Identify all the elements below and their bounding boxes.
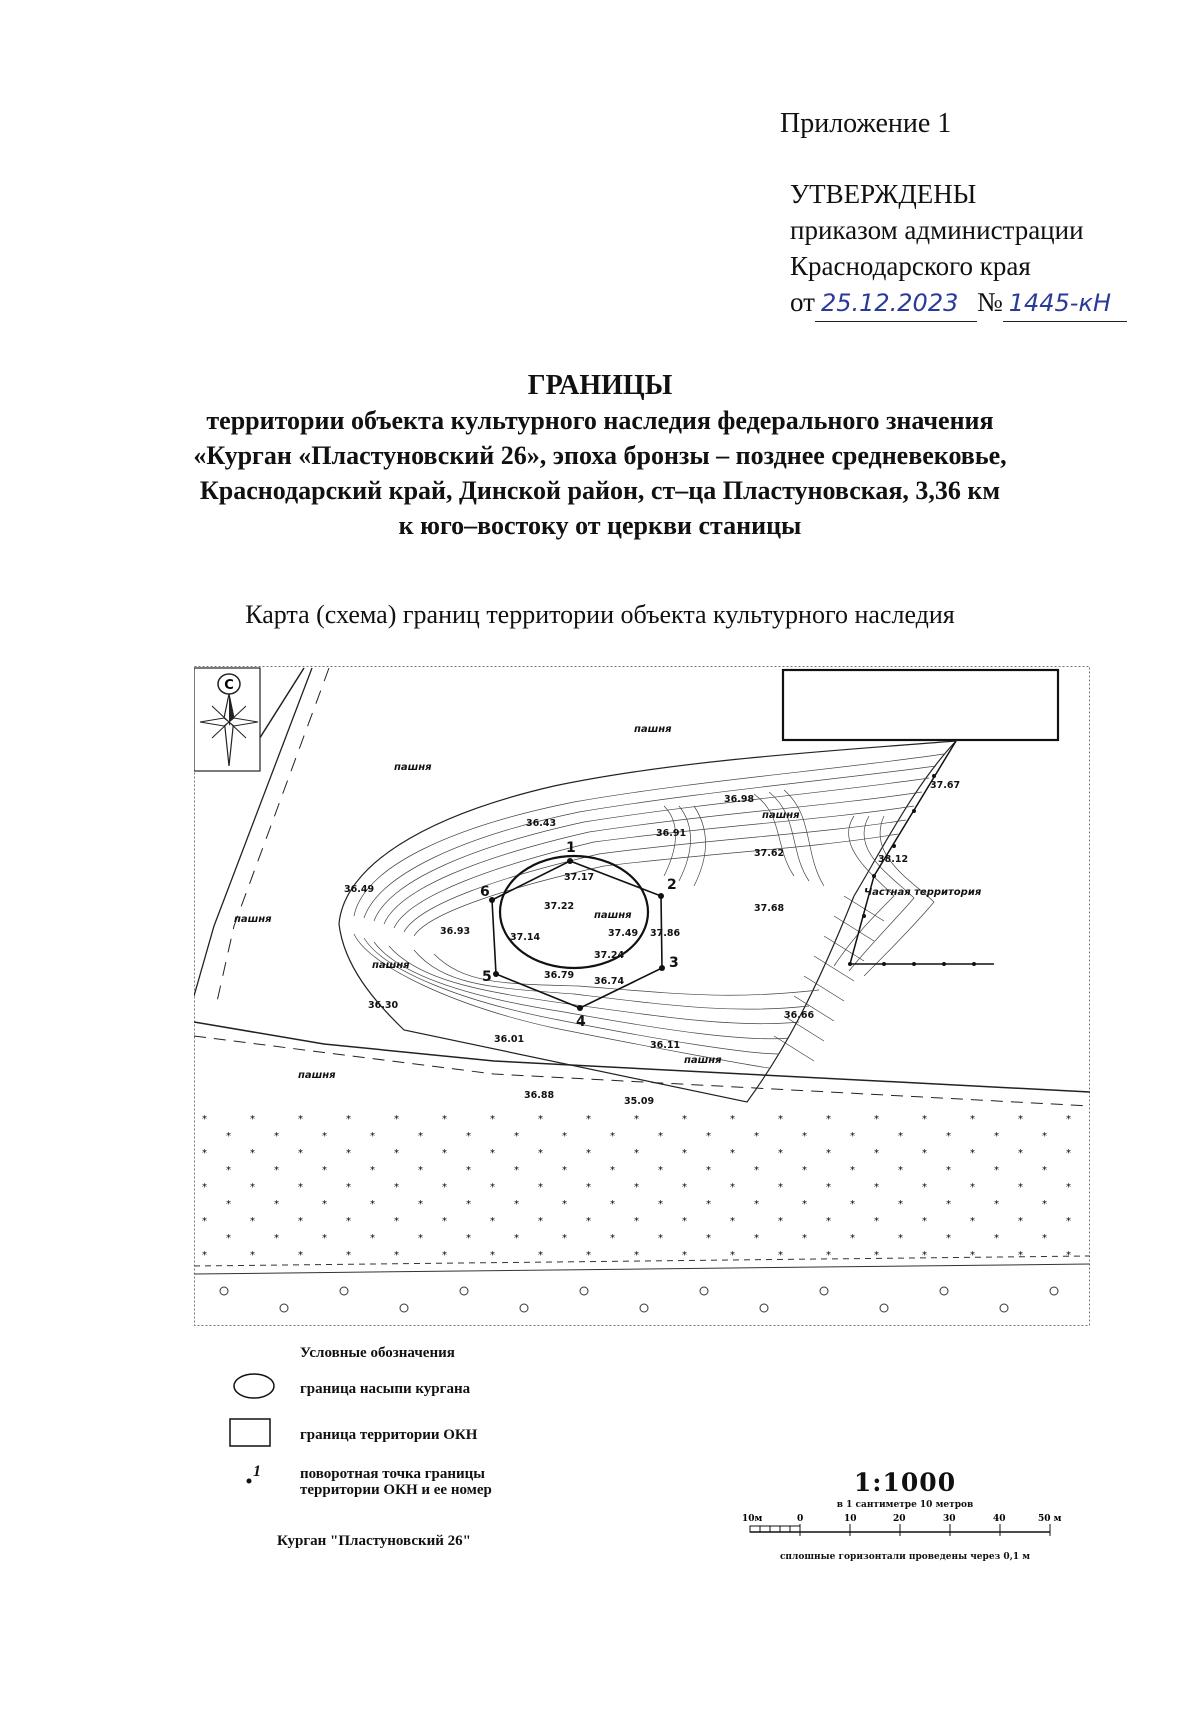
field-label: пашня bbox=[234, 914, 272, 925]
elevation-mark: 36.79 bbox=[544, 970, 575, 981]
elevation-mark: 38.12 bbox=[878, 854, 909, 865]
elevation-mark: 37.68 bbox=[754, 903, 785, 914]
order-date: 25.12.2023 bbox=[815, 285, 977, 322]
compass-letter: С bbox=[224, 678, 234, 693]
title-line-2: «Курган «Пластуновский 26», эпоха бронзы – позднее средневековье, bbox=[193, 441, 1007, 470]
scale-label: 20 bbox=[893, 1514, 906, 1524]
approved-heading: УТВЕРЖДЕНЫ bbox=[790, 179, 977, 209]
turning-point-number: 1 bbox=[566, 840, 576, 856]
elevation-mark: 37.86 bbox=[650, 928, 681, 939]
approval-block bbox=[790, 176, 1127, 322]
map-stamp-box bbox=[783, 670, 1058, 740]
order-line-1: приказом администрации bbox=[790, 215, 1084, 245]
elevation-mark: 36.98 bbox=[724, 794, 755, 805]
elevation-mark: 35.09 bbox=[624, 1096, 655, 1107]
appendix-label: Приложение 1 bbox=[780, 108, 952, 139]
scale-label: 10 bbox=[844, 1514, 857, 1524]
legend-territory: граница территории ОКН bbox=[300, 1427, 478, 1443]
turning-point-number: 6 bbox=[480, 884, 490, 900]
north-arrow-icon bbox=[194, 668, 260, 771]
order-date-line bbox=[790, 284, 1127, 322]
elevation-mark: 36.91 bbox=[656, 828, 687, 839]
field-label: пашня bbox=[394, 762, 432, 773]
legend-point-line-2: территории ОКН и ее номер bbox=[300, 1482, 492, 1498]
order-number: 1445-кН bbox=[1003, 285, 1127, 322]
turning-point-number: 2 bbox=[667, 877, 677, 893]
elevation-mark: 36.74 bbox=[594, 976, 625, 987]
field-label: пашня bbox=[762, 810, 800, 821]
boundary-map bbox=[194, 666, 1090, 1326]
elevation-mark: 37.62 bbox=[754, 848, 785, 859]
field-label: пашня bbox=[298, 1070, 336, 1081]
turning-point-number: 5 bbox=[482, 969, 492, 985]
elevation-mark: 37.24 bbox=[594, 950, 625, 961]
legend-point-sample: 1 bbox=[253, 1463, 261, 1480]
date-prefix: от bbox=[790, 287, 815, 317]
turning-point-number: 3 bbox=[669, 955, 679, 971]
field-label: пашня bbox=[684, 1055, 722, 1066]
title-main: ГРАНИЦЫ bbox=[527, 370, 673, 401]
legend-mound: граница насыпи кургана bbox=[300, 1381, 471, 1397]
turning-point-number: 4 bbox=[576, 1014, 586, 1030]
legend-title: Условные обозначения bbox=[300, 1345, 455, 1361]
title-line-3: Краснодарский край, Динской район, ст–ца Пластуновская, 3,36 км bbox=[199, 476, 1001, 505]
elevation-mark: 36.49 bbox=[344, 884, 375, 895]
order-line-2: Краснодарского края bbox=[790, 251, 1031, 281]
elevation-mark: 37.14 bbox=[510, 932, 541, 943]
contour-interval-note: сплошные горизонтали проведены через 0,1 м bbox=[779, 1552, 1031, 1562]
map-caption: Карта (схема) границ территории объекта культурного наследия bbox=[245, 600, 955, 629]
scale-label: 30 bbox=[943, 1514, 956, 1524]
elevation-mark: 37.67 bbox=[930, 780, 961, 791]
elevation-mark: 36.66 bbox=[784, 1010, 815, 1021]
legend-footer: Курган "Пластуновский 26" bbox=[277, 1533, 472, 1549]
scale-ratio: 1:1000 bbox=[853, 1468, 957, 1497]
elevation-mark: 36.30 bbox=[368, 1000, 399, 1011]
number-prefix: № bbox=[976, 287, 1003, 317]
elevation-mark: 36.88 bbox=[524, 1090, 555, 1101]
legend-point-line-1: поворотная точка границы bbox=[300, 1466, 485, 1482]
private-territory-label: Частная территория bbox=[864, 887, 982, 898]
elevation-mark: 36.43 bbox=[526, 818, 557, 829]
orchard-area bbox=[194, 1111, 1090, 1261]
elevation-mark: 36.93 bbox=[440, 926, 471, 937]
field-label: пашня bbox=[634, 724, 672, 735]
scale-label: 40 bbox=[993, 1514, 1006, 1524]
mound-boundary-symbol-icon bbox=[231, 1371, 277, 1401]
elevation-mark: 37.22 bbox=[544, 901, 575, 912]
scale-note: в 1 сантиметре 10 метров bbox=[836, 1500, 974, 1510]
title-line-4: к юго–востоку от церкви станицы bbox=[398, 511, 802, 540]
document-title bbox=[150, 368, 1050, 543]
territory-boundary-symbol-icon bbox=[229, 1418, 273, 1448]
mound-label: пашня bbox=[594, 910, 632, 921]
scale-label: 50 м bbox=[1038, 1514, 1062, 1524]
scale-label: 0 bbox=[797, 1514, 804, 1524]
elevation-mark: 37.49 bbox=[608, 928, 639, 939]
scale-bar bbox=[740, 1510, 1070, 1552]
elevation-mark: 36.11 bbox=[650, 1040, 681, 1051]
scale-label: 10м bbox=[742, 1514, 763, 1524]
elevation-mark: 37.17 bbox=[564, 872, 595, 883]
field-label: пашня bbox=[372, 960, 410, 971]
title-line-1: территории объекта культурного наследия федерального значения bbox=[206, 406, 994, 435]
elevation-mark: 36.01 bbox=[494, 1034, 525, 1045]
